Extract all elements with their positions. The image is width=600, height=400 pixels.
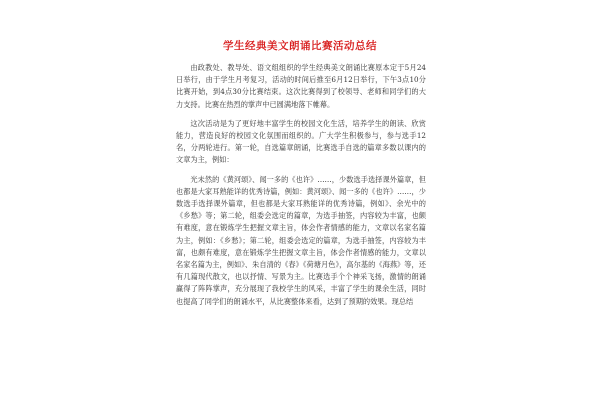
paragraph-3: 光未然的《黄河颂》、闻一多的《也许》……，少数选手选择课外篇章，但也都是大家耳熟能详的优秀诗篇，例如：黄河颂》、闻一多的《也许》……，少数选手选择课外篇章，但也都是大家耳熟能详的优秀诗篇，例如》、余光中的《乡愁》等；第二轮，组委会选定的篇章，为选手抽签，内容较为丰富，也颇有难度，意在锻炼学生把握文章主旨，体会作者情感的能力，文章以名家名篇为主，例如：《乡愁》；第二轮，组委会选定的篇章，为选手抽签，内容较为丰富，也颇有难度，意在锻炼学生把握文章主旨，体会作者情感的能力，文章以名家名篇为主，例如》、朱自清的《春》《荷塘月色》，高尔基的《海燕》等，还有几篇现代散文，也以抒情、写景为主。比赛选手个个神采飞扬，激情的朗诵赢得了阵阵掌声，充分展现了我校学生的风采，丰富了学生的课余生活，同时也提高了同学们的朗诵水平，从比赛整体来看，达到了预期的效果。现总结 — [176, 174, 426, 306]
document-body — [176, 62, 426, 315]
document-title: 学生经典美文朗诵比赛活动总结 — [223, 40, 377, 52]
paragraph-1: 由政教处、教导处、语文组组织的学生经典美文朗诵比赛原本定于5月24日举行，由于学生月考复习，活动的时间后推至6月12日举行，下午3点10分比赛开始，到4点30分比赛结束。这次比赛得到了校领导、老师和同学们的大力支持。比赛在热烈的掌声中已圆满地落下帷幕。 — [176, 63, 426, 109]
paragraph-2: 这次活动是为了更好地丰富学生的校园文化生活，培养学生的朗读、欣赏能力，营造良好的校园文化氛围而组织的。广大学生积极参与，参与选手12名，分两轮进行。第一轮，自选篇章朗诵，比赛选手自选的篇章多数以课内的文章为主，例如： — [176, 118, 426, 165]
